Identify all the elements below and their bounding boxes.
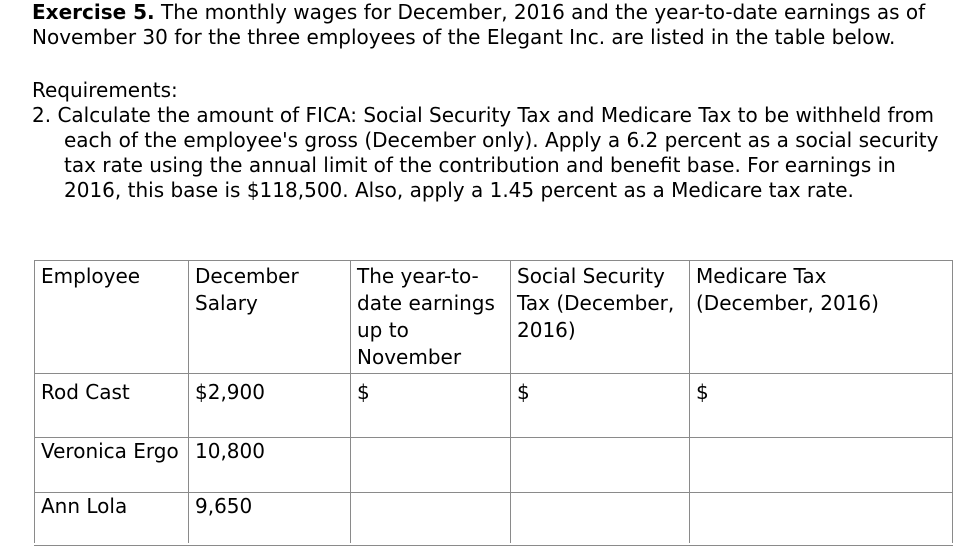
cell-ytd-earnings[interactable] (351, 493, 511, 546)
header-december-salary: December Salary (189, 261, 351, 374)
header-employee: Employee (35, 261, 189, 374)
cell-employee: Veronica Ergo (35, 438, 189, 493)
cell-social-security-tax[interactable] (511, 493, 690, 546)
table-row (35, 493, 953, 546)
table-row (35, 374, 953, 438)
exercise-text: The monthly wages for December, 2016 and the year-to-date earnings as of November 30 for the three employees of the Elegant Inc. are listed in the table below. (32, 0, 926, 49)
exercise-document (32, 0, 957, 203)
table-header-row (35, 261, 953, 374)
cell-social-security-tax[interactable] (511, 438, 690, 493)
cell-social-security-tax[interactable]: $ (511, 374, 690, 438)
cell-december-salary: $2,900 (189, 374, 351, 438)
table-row (35, 438, 953, 493)
exercise-intro (32, 0, 957, 50)
cell-december-salary: 9,650 (189, 493, 351, 546)
cell-medicare-tax[interactable]: $ (690, 374, 953, 438)
cell-medicare-tax[interactable] (690, 493, 953, 546)
requirement-item: 2. Calculate the amount of FICA: Social Security Tax and Medicare Tax to be withheld from each of the employee's gross (December only). Apply a 6.2 percent as a social security tax rate using the annual limit of the contribution and benefit base. For earnings in 2016, this base is $118,500. Also, apply a 1.45 percent as a Medicare tax rate. (32, 103, 939, 202)
header-medicare-tax: Medicare Tax (December, 2016) (690, 261, 953, 374)
header-ytd-earnings: The year-to-date earnings up to November (351, 261, 511, 374)
cell-medicare-tax[interactable] (690, 438, 953, 493)
cell-ytd-earnings[interactable]: $ (351, 374, 511, 438)
cell-employee: Rod Cast (35, 374, 189, 438)
wages-table (34, 260, 953, 546)
exercise-label: Exercise 5. (32, 0, 155, 24)
requirements-heading: Requirements: (32, 78, 178, 102)
cell-ytd-earnings[interactable] (351, 438, 511, 493)
header-social-security-tax: Social Security Tax (December, 2016) (511, 261, 690, 374)
cell-december-salary: 10,800 (189, 438, 351, 493)
cell-employee: Ann Lola (35, 493, 189, 546)
